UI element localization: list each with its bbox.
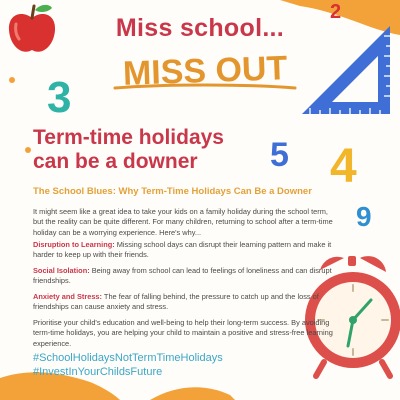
headline-line-2: can be a downer — [33, 150, 198, 173]
point-disruption — [33, 240, 339, 261]
hashtag-1: #SchoolHolidaysNotTermTimeHolidays — [33, 352, 223, 364]
hashtags — [33, 351, 333, 379]
headline-line-1: Term-time holidays — [33, 126, 224, 149]
point-label: Disruption to Learning: — [33, 240, 115, 249]
headline — [33, 126, 293, 174]
subtitle-miss-out — [105, 44, 305, 94]
number-three-icon — [44, 70, 84, 118]
point-social-isolation — [33, 266, 339, 287]
decor-number-9: 9 — [356, 201, 372, 232]
subtitle-text: MISS OUT — [122, 49, 288, 93]
number-nine-icon — [352, 198, 382, 232]
number-four-icon — [326, 136, 370, 188]
point-text: Being away from school can lead to feelings of loneliness and can disrupt friendships. — [33, 266, 332, 286]
point-text: The fear of falling behind, the pressure to catch up and the loss of friendships can cause anxiety and stress. — [33, 292, 319, 312]
decor-number-3: 3 — [47, 73, 72, 118]
point-label: Social Isolation: — [33, 266, 90, 275]
point-anxiety — [33, 292, 339, 313]
hashtag-2: #InvestInYourChildsFuture — [33, 366, 163, 378]
closing-paragraph: Prioritise your child's education and well-being to help their long-term success. By avoiding term-time holidays, you are helping your child to maintain a positive and stress-free learning experience. — [33, 318, 333, 348]
decor-number-2: 2 — [330, 1, 342, 23]
point-text: Missing school days can disrupt their learning pattern and make it harder to keep up with their friends. — [33, 240, 332, 260]
page-title: Miss school... — [115, 14, 285, 42]
intro-paragraph: It might seem like a great idea to take your kids on a family holiday during the school term, but the reality can be quite different. For many children, returning to school after a term-time holiday can be a worrying experience. Here's why... — [33, 207, 333, 237]
decor-number-4: 4 — [330, 140, 357, 188]
decor-number-5: 5 — [270, 136, 289, 172]
point-label: Anxiety and Stress: — [33, 292, 103, 301]
section-title: The School Blues: Why Term-Time Holidays Can Be a Downer — [33, 186, 312, 197]
